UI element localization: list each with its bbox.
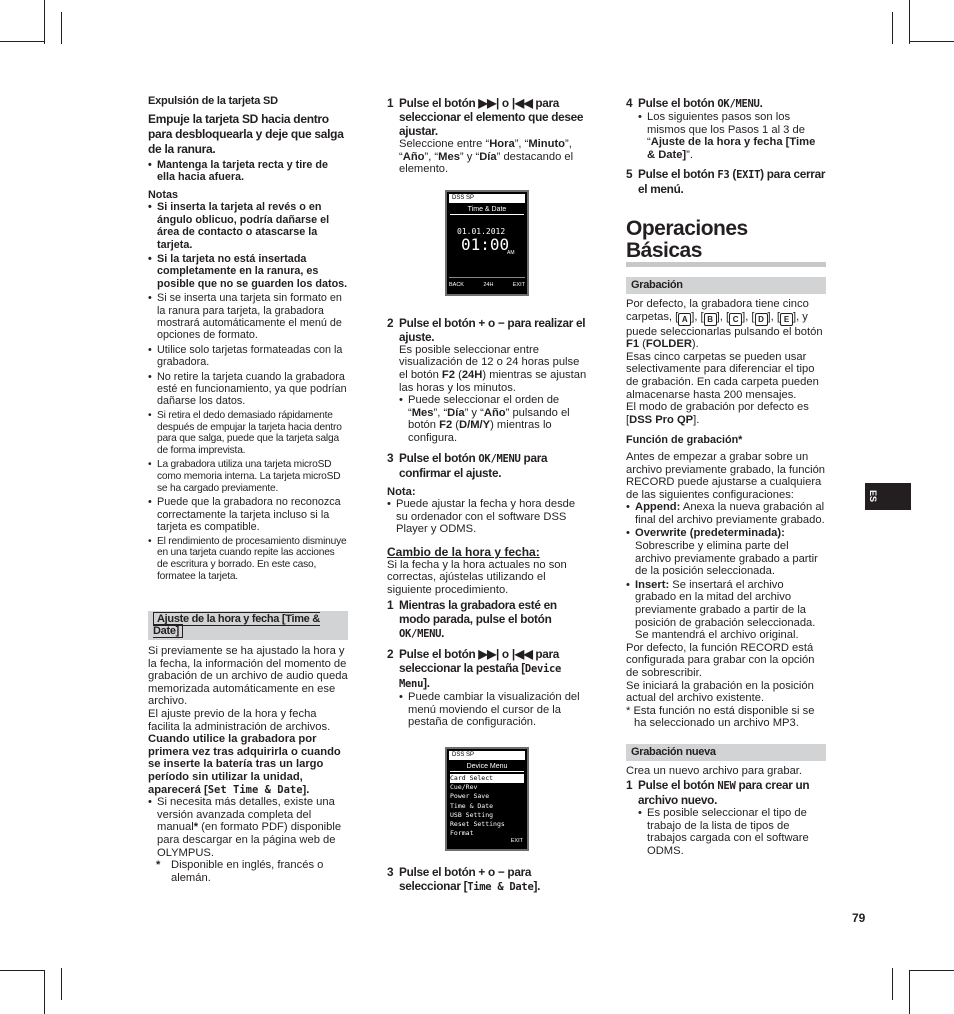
recording-paragraph: Esas cinco carpetas se pueden usar selectivamente para diferenciar el tipo de grabación. En cada carpeta pueden almacenarse hasta 200 mensajes. [626,350,819,401]
lcd-status-bar: DSS SP [449,194,525,203]
lcd-date: 01.01.2012 [457,226,506,236]
text: . [759,96,763,110]
step-number: 1 [626,778,633,793]
text: (en formato PDF) disponible para descargar en la página web de OLYMPUS. [157,821,342,859]
softkey-back: BACK [449,282,464,289]
text: Por defecto, la grabadora tiene cinco carpetas, [ [626,297,809,323]
lcd-menu-item: Cue/Rev [450,783,478,792]
change-step-2 [387,647,587,691]
term: Mes [411,406,434,419]
crop-mark [909,970,910,1014]
lcd-menu-item: Reset Settings [450,820,505,829]
footnote [148,859,348,884]
key-label: OK/MENU [399,628,442,641]
term: Mes [438,150,460,163]
text: ]. [423,676,430,691]
lcd-status-bar: DSS SP [449,751,525,760]
text: ]. [302,783,310,796]
text: Pulse el botón [638,167,718,182]
note-item: • Si retira el dedo demasiado rápidamente después de empujar la tarjeta hacia dentro para que salga, puede que la tarjeta salga de forma imprevista. [148,410,348,457]
crop-mark [61,12,62,44]
lcd-menu-list [450,774,524,838]
eject-bullet: • Mantenga la tarjeta recta y tire de ella hacia afuera. [148,159,348,183]
key-label: NEW [717,780,736,793]
step-3 [387,451,587,480]
lcd-time-date [445,190,529,296]
softkey-exit: EXIT [510,838,523,845]
text: para cerrar el menú. [638,167,826,197]
text: ”. [686,148,694,161]
new-step-1-bullet: • Es posible seleccionar el tipo de trabajo de la lista de tipos de trabajos cargada con el software ODMS. [638,807,826,857]
text: ]. [533,879,541,894]
term: Año [402,150,425,163]
term: Append: [635,501,681,514]
crop-mark [44,0,45,44]
text: Seleccione entre “ [399,138,490,150]
crop-mark [892,968,893,1000]
manual-bullet [148,796,348,859]
text: Cuando utilice la grabadora por primera vez tras adquirirla o cuando se inserte la batería tras un largo período sin utilizar la unidad, aparecerá [ [148,733,341,796]
mode-insert [626,579,826,642]
step-number: 3 [387,450,394,465]
section-recording: Grabación [626,277,826,294]
time-bold-paragraph [148,733,348,796]
key: D/M/Y [459,419,491,432]
step-1-detail: Seleccione entre “Hora”, “Minuto”, “Año”, “Mes” y “Día” destacando el elemento. [399,138,574,176]
step-number: 2 [387,647,394,662]
text: Es posible seleccionar entre visualización de 12 o 24 horas pulse el botón [399,343,580,381]
default-paragraph: Por defecto, la función RECORD está configurada para grabar con la opción de sobrescribir. [626,641,815,679]
folder-b-icon: B [704,313,717,326]
softkey-24h: 24H [483,282,494,289]
note-item: • La grabadora utiliza una tarjeta microSD como memoria interna. La tarjeta microSD se ha cargado previamente. [148,459,348,494]
change-step-3 [387,865,587,894]
step-number: 5 [626,167,633,182]
note-item: • Utilice solo tarjetas formateadas con la grabadora. [148,344,348,369]
note-item: • Puede que la grabadora no reconozca correctamente la tarjeta incluso si la tarjeta es compatible. [148,496,348,533]
change-paragraph: Si la fecha y la hora actuales no son correctas, ajústelas utilizando el siguiente procedimiento. [387,558,567,596]
time-paragraph: El ajuste previo de la hora y fecha facilita la administración de archivos. [148,708,331,733]
folder-c-icon: C [729,313,742,326]
lcd-title: Device Menu [450,762,524,772]
text: Si necesita más detalles, existe una versión avanzada completa del manual [157,796,335,834]
step-2-bullet: • Puede seleccionar el orden de “Mes”, “Día” y “Año” pulsando el botón F2 (D/M/Y) mientras lo configura. [399,394,587,444]
text: mientras se ajustan las horas y los minutos. [399,368,587,394]
crop-mark [910,970,954,971]
folder-e-icon: E [780,313,793,326]
key: F1 [626,338,640,351]
text: Pulse el botón [399,450,479,465]
lcd-device-menu [445,747,529,851]
skip-buttons-icon: ▶▶| o |◀◀ [478,96,533,110]
key: 24H [461,368,483,381]
text: ], y puede seleccionarlas pulsando el botón [626,310,823,338]
section-time-date [148,611,348,640]
step-number: 1 [387,598,394,613]
step-number: 4 [626,96,633,110]
eject-instruction: Empuje la tarjeta SD hacia dentro para desbloquearla y deje que salga de la ranura. [148,111,344,156]
text: Puede seleccionar el orden de “ [408,394,560,419]
change-step-1: 1 Mientras la grabadora esté en modo parada, pulse el botón OK/MENU. [387,598,557,641]
lcd-menu-item: USB Setting [450,810,494,819]
step-5: 5 Pulse el botón F3 (EXIT) para cerrar el menú. [626,167,826,197]
text: Pulse el botón + o − para seleccionar [ [399,865,532,894]
step-2-detail: Es posible seleccionar entre visualización de 12 o 24 horas pulse el botón F2 (24H) mientras se ajustan las horas y los minutos. [399,343,587,394]
column-left [148,96,348,884]
step-4 [626,96,826,111]
step-number: 2 [387,315,394,330]
text: Pulse el botón + o − para realizar el ajuste. [399,315,586,344]
key-label: Device Menu [399,663,562,691]
function-heading: Función de grabación* [626,434,743,447]
text: ” destacando el elemento. [399,150,574,176]
mode-append [626,501,826,526]
lcd-time: 01:00 [461,234,510,254]
term: Overwrite (predeterminada): [635,527,785,540]
reference: Ajuste de la hora y fecha [Time & Date] [647,136,816,161]
key-label: OK/MENU [717,98,760,110]
folder-a-icon: A [678,313,691,326]
default-paragraph: Se iniciará la grabación en la posición actual del archivo existente. [626,679,814,705]
footnote-text: Disponible en inglés, francés o alemán. [171,859,324,884]
softkey-exit: EXIT [512,282,525,289]
term: Insert: [635,578,670,591]
folder-d-icon: D [755,313,768,326]
note-item: • El rendimiento de procesamiento disminuye en una tarjeta cuando repite las acciones de escritura y borrado. En este caso, formatee la tarjeta. [148,536,348,583]
step-number: 1 [387,96,394,110]
change-heading: Cambio de la hora y fecha: [387,544,540,559]
key: F2 [441,368,455,381]
text: ” pulsando el botón [408,406,570,432]
star: * [193,821,199,834]
note-item: • Si inserta la tarjeta al revés o en ángulo oblicuo, podría dañarse el área de contacto o atascarse la tarjeta. [148,201,348,251]
key-label: OK/MENU [478,452,521,465]
crop-mark [910,41,954,42]
term: Año [483,406,506,419]
section-time-date-title: Ajuste de la hora y fecha [Time & Date] [153,612,320,638]
key: FOLDER [645,338,692,351]
mode-label: DSS Pro QP [629,413,694,426]
note-item: • Si la tarjeta no está insertada completamente en la ranura, es posible que no se guarden los datos. [148,253,348,290]
page-title: Operaciones Básicas [626,218,826,267]
text: ]. [693,413,700,426]
text: Sobrescribe y elimina parte del archivo previamente grabado a partir de la posición seleccionada. [635,540,818,578]
term: Minuto [528,138,566,150]
lcd-ampm: AM [507,249,515,256]
new-paragraph: Crea un nuevo archivo para grabar. [626,764,803,777]
nota-label: Nota: [387,485,416,498]
lcd-title: Time & Date [450,205,524,215]
text: Anexa la nueva grabación al final del archivo previamente grabado. [635,501,825,526]
new-step-1 [626,778,826,807]
term: Día [479,150,497,163]
skip-buttons-icon: ▶▶| o |◀◀ [478,647,533,662]
step-2 [387,316,587,344]
text: mientras lo configura. [408,419,552,444]
crop-mark [0,970,44,971]
crop-mark [892,12,893,44]
lcd-softkeys [449,277,525,292]
lcd-menu-item: Power Save [450,792,490,801]
text: Pulse el botón [399,96,476,110]
text: Pulse el botón [638,778,718,793]
text: Pulse el botón [638,96,718,110]
recording-paragraph [626,401,826,426]
page-number: 79 [852,911,866,925]
mp3-note: * Esta función no está disponible si se ha seleccionado un archivo MP3. [626,704,815,730]
step-number: 3 [387,865,394,880]
crop-mark [909,0,910,44]
mode-overwrite [626,527,826,577]
note-item: • Si se inserta una tarjeta sin formato en la ranura para tarjeta, la grabadora mostrará automáticamente el menú de opciones de formato. [148,292,348,342]
lcd-menu-item: Time & Date [450,801,494,810]
text: ). [691,338,699,351]
key-label: Time & Date [467,881,534,894]
lcd-menu-item: Card Select [450,774,524,783]
key-label: EXIT [736,169,761,182]
term: Día [447,406,465,419]
nota-bullet: • Puede ajustar la fecha y hora desde su ordenador con el software DSS Player y ODMS. [387,498,587,536]
language-tab [865,483,911,510]
text: para seleccionar la pestaña [ [399,647,560,676]
key-label: Set Time & Date [207,783,303,796]
lcd-menu-item: Format [450,829,474,838]
notes-label: Notas [148,188,178,201]
column-middle [387,96,587,894]
text: para seleccionar el elemento que desee ajustar. [399,96,584,138]
change-step-2-bullet: • Puede cambiar la visualización del menú moviendo el cursor de la pestaña de configuración. [399,691,587,729]
text: Mientras la grabadora esté en modo parada, pulse el botón [399,598,557,627]
recording-paragraph: Por defecto, la grabadora tiene cinco carpetas, [ A ], [ B ], [ C ], [ D ], [ E ], y puede seleccionarlas pulsando el botón F1 (FOLDER). [626,297,823,351]
column-right [626,96,826,858]
step-1 [387,96,587,138]
text: El modo de grabación por defecto es [ [626,401,809,426]
text: para confirmar el ajuste. [399,450,548,480]
text: Pulse el botón [399,647,479,662]
time-paragraph: Si previamente se ha ajustado la hora y la fecha, la información del momento de grabación de un archivo de audio queda memorizada automáticamente en ese archivo. [148,645,348,708]
section-new-recording: Grabación nueva [626,744,826,761]
key-label: F3 [717,169,730,182]
language-tab-label: ES [868,489,879,503]
text: Se insertará el archivo grabado en la mitad del archivo previamente grabado a partir de la posición de grabación seleccionada. Se mantendrá el archivo original. [635,578,816,642]
crop-mark [44,970,45,1014]
crop-mark [61,968,62,1000]
star: * [156,859,161,872]
text: Los siguientes pasos son los mismos que los Pasos 1 al 3 de “ [647,111,805,149]
note-item: • No retire la tarjeta cuando la grabadora esté en funcionamiento, ya que podrían dañarse los datos. [148,371,348,408]
step-4-bullet [638,111,826,161]
eject-heading: Expulsión de la tarjeta SD [148,95,278,107]
term: Hora [489,138,515,150]
crop-mark [0,41,44,42]
text: para crear un archivo nuevo. [638,778,810,808]
function-paragraph: Antes de empezar a grabar sobre un archivo previamente grabado, la función RECORD puede ajustarse a cualquiera de las siguientes configuraciones: [626,450,826,501]
